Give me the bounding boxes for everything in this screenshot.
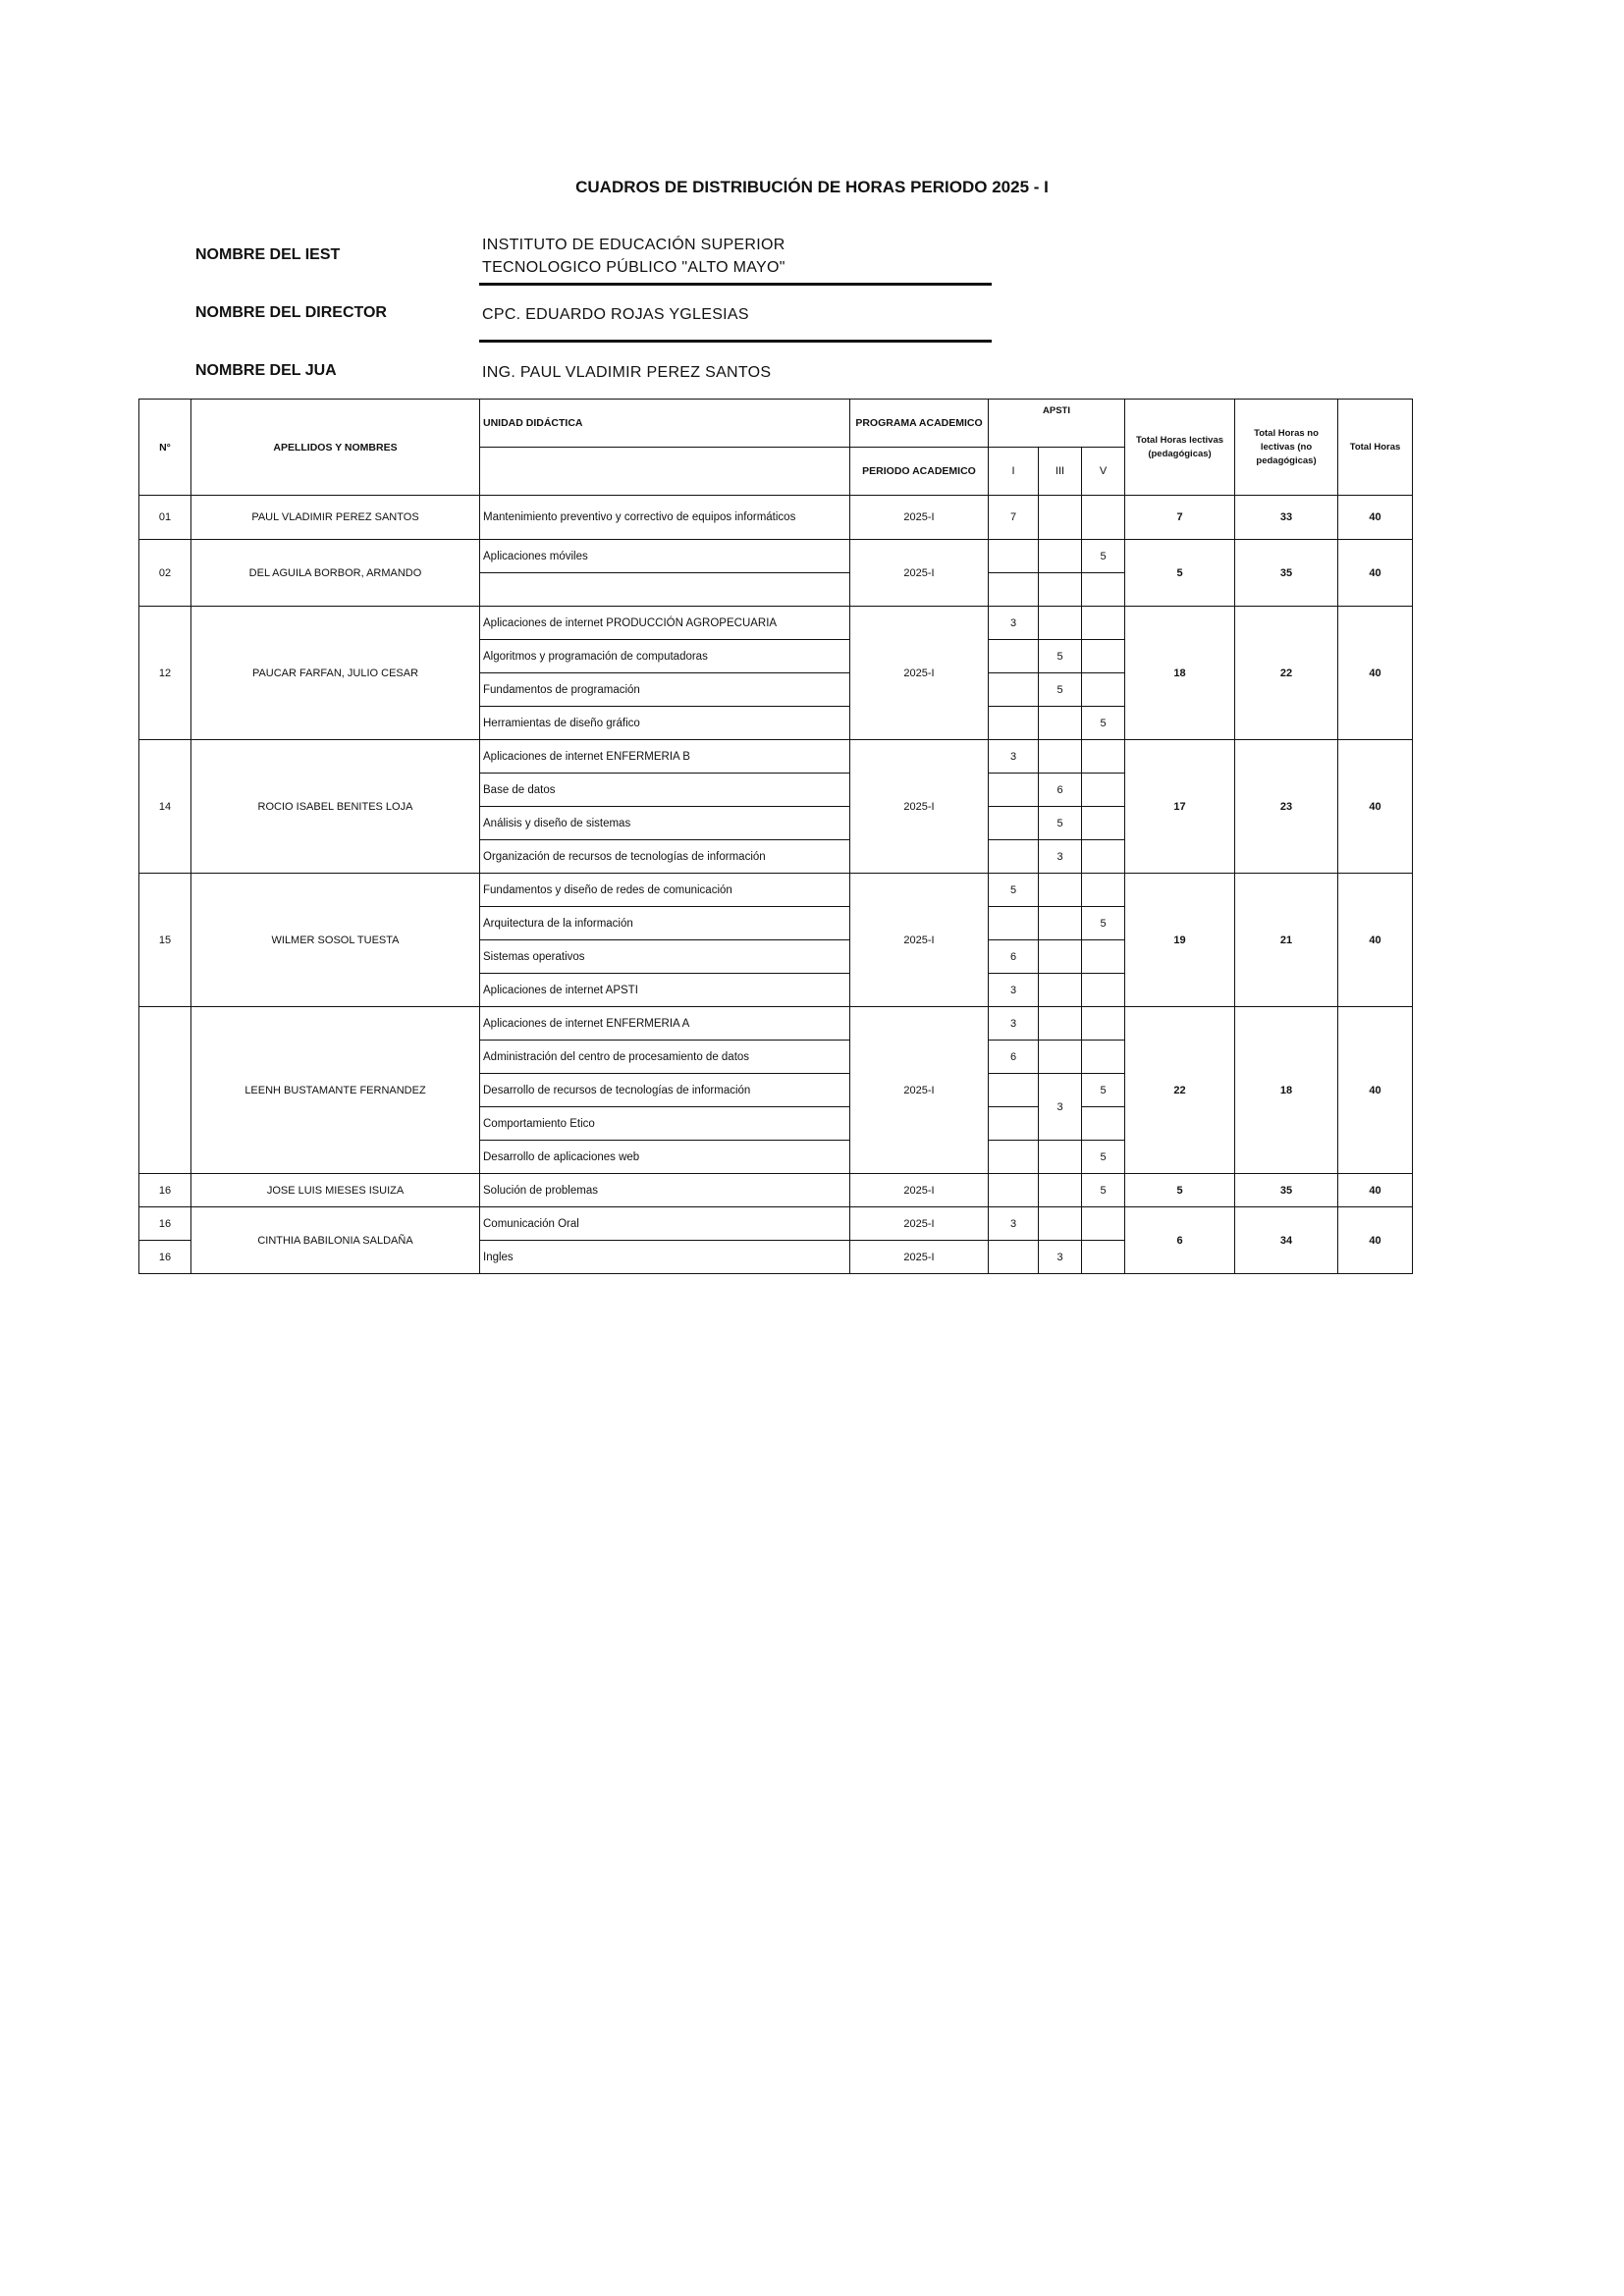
header-total-no-lectivas: Total Horas no lectivas (no pedagógicas) <box>1235 400 1338 496</box>
row-sem-i <box>989 907 1039 940</box>
row-sem-iii <box>1039 874 1082 907</box>
row-period: 2025-I <box>850 1007 989 1174</box>
row-unit: Comunicación Oral <box>480 1207 850 1241</box>
row-name: DEL AGUILA BORBOR, ARMANDO <box>191 540 480 607</box>
row-sem-i <box>989 1107 1039 1141</box>
row-unit: Algoritmos y programación de computadoras <box>480 640 850 673</box>
row-sem-iii: 5 <box>1039 807 1082 840</box>
row-period: 2025-I <box>850 496 989 540</box>
row-unit: Solución de problemas <box>480 1174 850 1207</box>
row-sem-v <box>1082 640 1125 673</box>
row-period: 2025-I <box>850 607 989 740</box>
header-sem-i: I <box>989 448 1039 496</box>
row-unit: Organización de recursos de tecnologías de información <box>480 840 850 874</box>
row-sem-iii <box>1039 540 1082 573</box>
row-sem-iii: 5 <box>1039 640 1082 673</box>
row-sem-v: 5 <box>1082 707 1125 740</box>
row-sem-i <box>989 840 1039 874</box>
divider <box>479 283 992 286</box>
row-sem-i <box>989 807 1039 840</box>
table-row <box>139 740 1413 774</box>
row-sem-i <box>989 1074 1039 1107</box>
row-sem-v <box>1082 807 1125 840</box>
row-sem-iii <box>1039 573 1082 607</box>
row-sem-iii <box>1039 496 1082 540</box>
row-no-lectivas: 18 <box>1235 1007 1338 1174</box>
header-sem-iii: III <box>1039 448 1082 496</box>
row-sem-v <box>1082 840 1125 874</box>
director-label: NOMBRE DEL DIRECTOR <box>195 304 387 321</box>
header-num: N° <box>139 400 191 496</box>
row-sem-i <box>989 1174 1039 1207</box>
row-name: PAUL VLADIMIR PEREZ SANTOS <box>191 496 480 540</box>
row-no-lectivas: 21 <box>1235 874 1338 1007</box>
header-names: APELLIDOS Y NOMBRES <box>191 400 480 496</box>
row-num: 16 <box>139 1174 191 1207</box>
table-row <box>139 874 1413 907</box>
row-num <box>139 1007 191 1174</box>
row-unit: Ingles <box>480 1241 850 1274</box>
row-total: 40 <box>1338 1207 1413 1274</box>
row-num: 01 <box>139 496 191 540</box>
row-sem-iii <box>1039 974 1082 1007</box>
iest-value-line1: INSTITUTO DE EDUCACIÓN SUPERIOR <box>482 237 785 253</box>
row-total: 40 <box>1338 1007 1413 1174</box>
hours-distribution-table <box>138 399 1413 1274</box>
row-lectivas: 5 <box>1125 540 1235 607</box>
jua-value: ING. PAUL VLADIMIR PEREZ SANTOS <box>482 364 772 381</box>
row-sem-i: 3 <box>989 740 1039 774</box>
iest-label: NOMBRE DEL IEST <box>195 246 341 263</box>
row-unit: Arquitectura de la información <box>480 907 850 940</box>
row-sem-i: 6 <box>989 1041 1039 1074</box>
header-total-lectivas: Total Horas lectivas (pedagógicas) <box>1125 400 1235 496</box>
row-sem-iii <box>1039 940 1082 974</box>
row-unit: Análisis y diseño de sistemas <box>480 807 850 840</box>
row-sem-v: 5 <box>1082 1174 1125 1207</box>
row-sem-iii <box>1039 1207 1082 1241</box>
row-sem-iii <box>1039 1007 1082 1041</box>
row-total: 40 <box>1338 540 1413 607</box>
iest-value-line2: TECNOLOGICO PÚBLICO "ALTO MAYO" <box>482 259 785 276</box>
iest-value <box>482 234 785 279</box>
table-row <box>139 496 1413 540</box>
row-sem-iii <box>1039 607 1082 640</box>
row-num: 12 <box>139 607 191 740</box>
table-row <box>139 1007 1413 1041</box>
row-name: CINTHIA BABILONIA SALDAÑA <box>191 1207 480 1274</box>
row-total: 40 <box>1338 607 1413 740</box>
row-no-lectivas: 34 <box>1235 1207 1338 1274</box>
row-sem-v <box>1082 1107 1125 1141</box>
row-total: 40 <box>1338 874 1413 1007</box>
row-unit: Comportamiento Etico <box>480 1107 850 1141</box>
row-unit: Aplicaciones de internet ENFERMERIA B <box>480 740 850 774</box>
row-unit: Base de datos <box>480 774 850 807</box>
row-period: 2025-I <box>850 874 989 1007</box>
row-sem-v <box>1082 1041 1125 1074</box>
row-unit: Sistemas operativos <box>480 940 850 974</box>
row-sem-i: 5 <box>989 874 1039 907</box>
row-sem-v <box>1082 573 1125 607</box>
row-sem-iii <box>1039 1041 1082 1074</box>
row-unit: Fundamentos de programación <box>480 673 850 707</box>
row-sem-iii <box>1039 740 1082 774</box>
table-row <box>139 1207 1413 1241</box>
row-sem-i <box>989 640 1039 673</box>
row-sem-iii: 6 <box>1039 774 1082 807</box>
row-sem-v: 5 <box>1082 1074 1125 1107</box>
row-num: 16 <box>139 1207 191 1241</box>
row-total: 40 <box>1338 1174 1413 1207</box>
row-lectivas: 7 <box>1125 496 1235 540</box>
row-total: 40 <box>1338 496 1413 540</box>
row-sem-i: 3 <box>989 974 1039 1007</box>
header-period: PERIODO ACADEMICO <box>850 448 989 496</box>
row-sem-iii: 5 <box>1039 673 1082 707</box>
row-period: 2025-I <box>850 1207 989 1241</box>
row-sem-v <box>1082 496 1125 540</box>
header-program: PROGRAMA ACADEMICO <box>850 400 989 448</box>
row-no-lectivas: 33 <box>1235 496 1338 540</box>
row-name: LEENH BUSTAMANTE FERNANDEZ <box>191 1007 480 1174</box>
director-value: CPC. EDUARDO ROJAS YGLESIAS <box>482 306 749 323</box>
row-sem-v <box>1082 1207 1125 1241</box>
row-sem-iii: 3 <box>1039 1074 1082 1141</box>
row-no-lectivas: 35 <box>1235 1174 1338 1207</box>
row-num: 14 <box>139 740 191 874</box>
row-sem-v: 5 <box>1082 540 1125 573</box>
row-unit: Fundamentos y diseño de redes de comunicación <box>480 874 850 907</box>
row-name: PAUCAR FARFAN, JULIO CESAR <box>191 607 480 740</box>
table-row <box>139 607 1413 640</box>
row-sem-v <box>1082 1007 1125 1041</box>
row-sem-i: 3 <box>989 1207 1039 1241</box>
row-unit: Aplicaciones de internet PRODUCCIÓN AGROPECUARIA <box>480 607 850 640</box>
row-total: 40 <box>1338 740 1413 874</box>
row-unit: Mantenimiento preventivo y correctivo de equipos informáticos <box>480 496 850 540</box>
row-sem-iii <box>1039 907 1082 940</box>
row-no-lectivas: 35 <box>1235 540 1338 607</box>
row-sem-i <box>989 1241 1039 1274</box>
row-sem-i <box>989 540 1039 573</box>
row-unit: Desarrollo de aplicaciones web <box>480 1141 850 1174</box>
page-title: CUADROS DE DISTRIBUCIÓN DE HORAS PERIODO 2025 - I <box>575 178 1049 196</box>
header-unit-blank <box>480 448 850 496</box>
row-unit: Aplicaciones móviles <box>480 540 850 573</box>
row-unit-empty <box>480 573 850 607</box>
header-apsti: APSTI <box>989 400 1125 448</box>
row-lectivas: 22 <box>1125 1007 1235 1174</box>
row-unit: Administración del centro de procesamiento de datos <box>480 1041 850 1074</box>
divider <box>479 340 992 343</box>
row-lectivas: 17 <box>1125 740 1235 874</box>
row-sem-i: 3 <box>989 607 1039 640</box>
row-sem-i <box>989 673 1039 707</box>
row-period: 2025-I <box>850 740 989 874</box>
jua-label: NOMBRE DEL JUA <box>195 362 337 379</box>
row-sem-iii <box>1039 707 1082 740</box>
row-sem-i: 3 <box>989 1007 1039 1041</box>
row-period: 2025-I <box>850 1174 989 1207</box>
row-sem-i <box>989 774 1039 807</box>
row-sem-v <box>1082 1241 1125 1274</box>
row-lectivas: 18 <box>1125 607 1235 740</box>
row-sem-v <box>1082 974 1125 1007</box>
header-sem-v: V <box>1082 448 1125 496</box>
row-sem-i <box>989 1141 1039 1174</box>
row-sem-v <box>1082 874 1125 907</box>
row-period: 2025-I <box>850 1241 989 1274</box>
row-sem-v: 5 <box>1082 1141 1125 1174</box>
row-sem-i: 6 <box>989 940 1039 974</box>
header-unit: UNIDAD DIDÁCTICA <box>480 400 850 448</box>
row-sem-iii: 3 <box>1039 1241 1082 1274</box>
row-sem-i: 7 <box>989 496 1039 540</box>
header-total: Total Horas <box>1338 400 1413 496</box>
row-sem-v <box>1082 673 1125 707</box>
row-unit: Desarrollo de recursos de tecnologías de información <box>480 1074 850 1107</box>
row-unit: Herramientas de diseño gráfico <box>480 707 850 740</box>
row-period: 2025-I <box>850 540 989 607</box>
table-row <box>139 540 1413 573</box>
row-sem-i <box>989 707 1039 740</box>
row-sem-v <box>1082 740 1125 774</box>
row-sem-i <box>989 573 1039 607</box>
row-sem-v <box>1082 607 1125 640</box>
row-no-lectivas: 23 <box>1235 740 1338 874</box>
row-sem-v: 5 <box>1082 907 1125 940</box>
row-num: 02 <box>139 540 191 607</box>
row-num: 15 <box>139 874 191 1007</box>
row-name: JOSE LUIS MIESES ISUIZA <box>191 1174 480 1207</box>
row-unit: Aplicaciones de internet APSTI <box>480 974 850 1007</box>
row-name: ROCIO ISABEL BENITES LOJA <box>191 740 480 874</box>
row-unit: Aplicaciones de internet ENFERMERIA A <box>480 1007 850 1041</box>
row-sem-iii <box>1039 1174 1082 1207</box>
row-sem-v <box>1082 940 1125 974</box>
row-lectivas: 6 <box>1125 1207 1235 1274</box>
row-num: 16 <box>139 1241 191 1274</box>
row-lectivas: 5 <box>1125 1174 1235 1207</box>
row-no-lectivas: 22 <box>1235 607 1338 740</box>
row-name: WILMER SOSOL TUESTA <box>191 874 480 1007</box>
table-row <box>139 1174 1413 1207</box>
row-lectivas: 19 <box>1125 874 1235 1007</box>
row-sem-iii <box>1039 1141 1082 1174</box>
row-sem-iii: 3 <box>1039 840 1082 874</box>
row-sem-v <box>1082 774 1125 807</box>
